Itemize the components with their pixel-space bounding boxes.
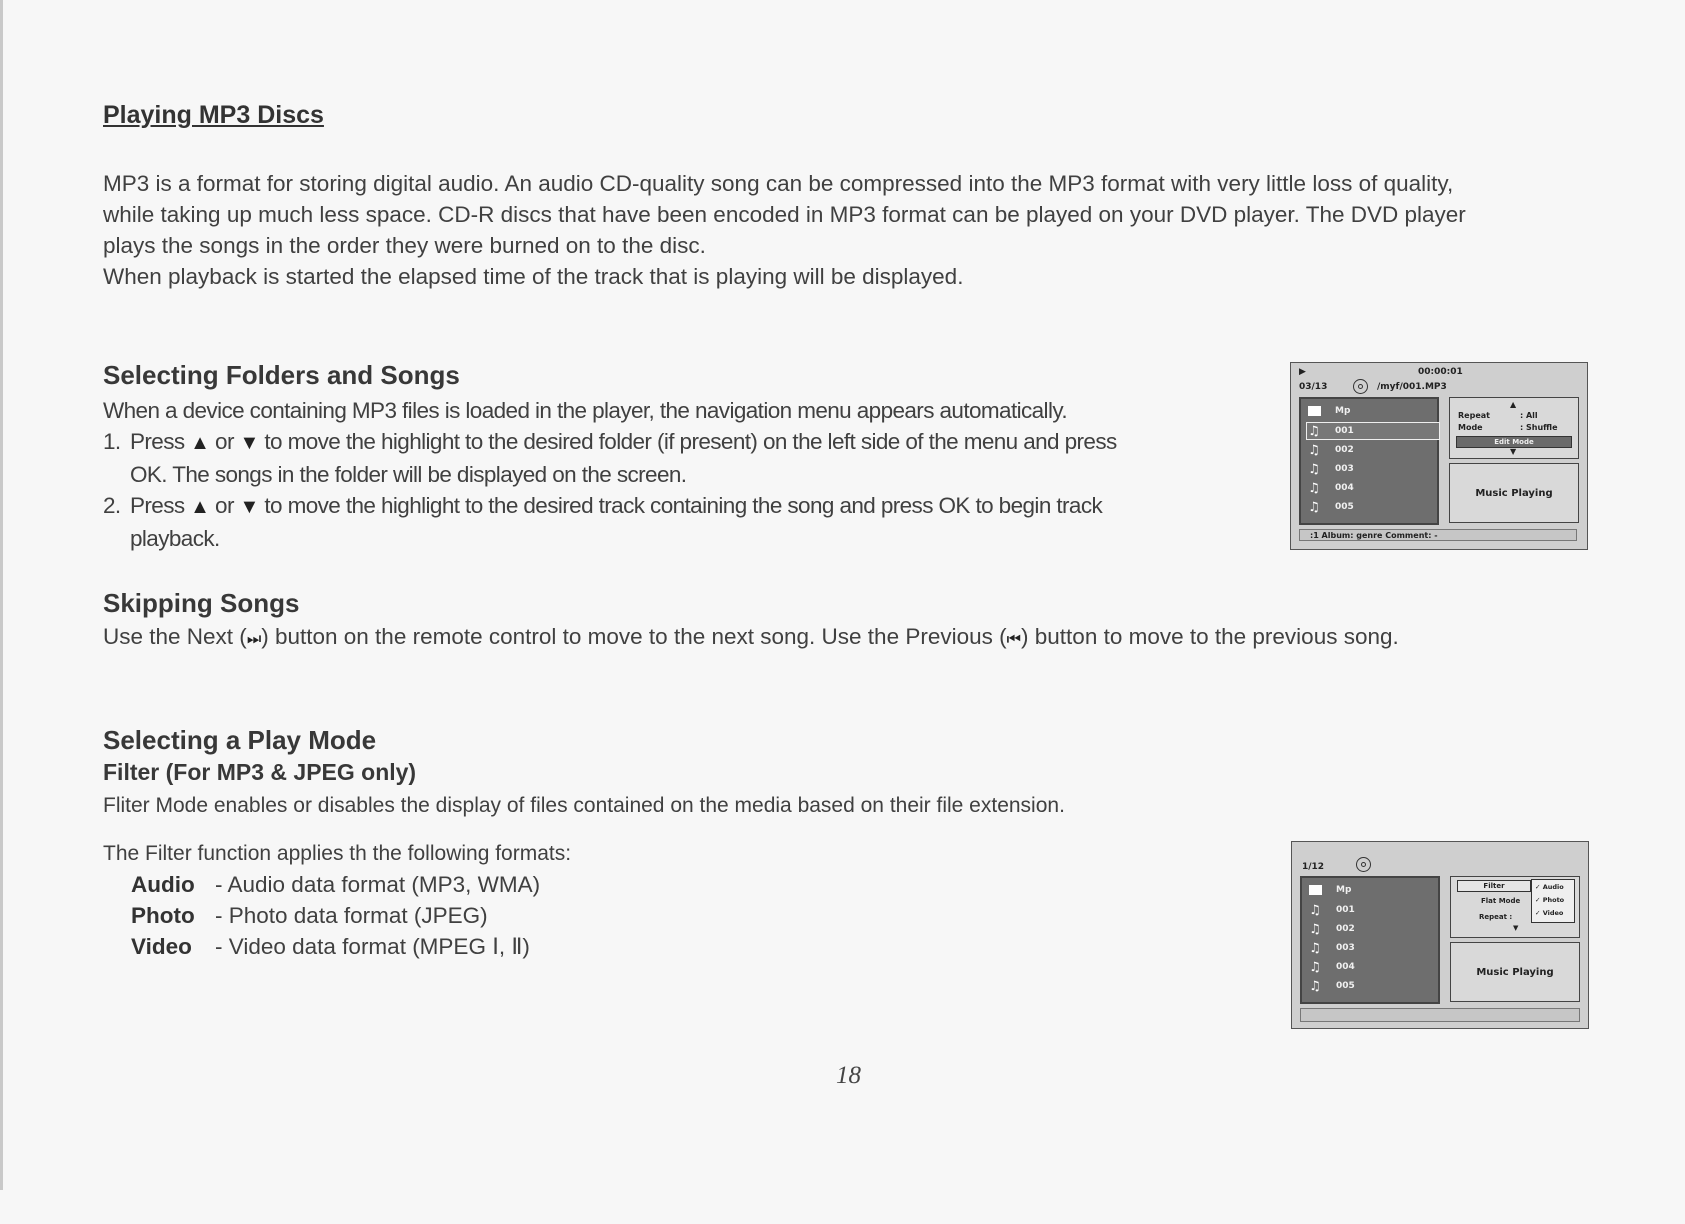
list-item-highlighted bbox=[1307, 423, 1439, 439]
skipping-heading: Skipping Songs bbox=[103, 588, 300, 618]
filter-option-photo: ✓ Photo bbox=[1535, 896, 1565, 904]
step-text-cont: OK. The songs in the folder will be displayed on the screen. bbox=[130, 462, 687, 487]
step-or: or bbox=[215, 429, 234, 454]
down-arrow-icon: ▼ bbox=[239, 432, 259, 454]
filter-option-audio: ✓ Audio bbox=[1535, 883, 1564, 891]
previous-track-icon: ⏮ bbox=[1006, 631, 1022, 648]
selecting-heading: Selecting Folders and Songs bbox=[103, 360, 460, 390]
format-key: Audio bbox=[131, 872, 195, 897]
item-label: 001 bbox=[1335, 426, 1354, 436]
item-label: 005 bbox=[1336, 981, 1355, 991]
intro-line: plays the songs in the order they were burned on to the disc. bbox=[103, 233, 706, 258]
format-row bbox=[131, 900, 540, 931]
file-list-panel bbox=[1300, 876, 1440, 1004]
intro-line: When playback is started the elapsed time of the track that is playing will be displayed. bbox=[103, 264, 964, 289]
step-number: 2. bbox=[103, 493, 121, 518]
step-item bbox=[103, 490, 1203, 554]
disc-icon bbox=[1356, 857, 1371, 872]
down-arrow-icon: ▼ bbox=[239, 496, 259, 518]
up-arrow-icon: ▲ bbox=[1510, 400, 1517, 409]
list-item bbox=[1308, 940, 1440, 956]
step-or: or bbox=[215, 493, 234, 518]
music-note-icon: ♫ bbox=[1309, 940, 1321, 956]
repeat-label: Repeat bbox=[1458, 411, 1490, 420]
format-value: - Audio data format (MP3, WMA) bbox=[215, 872, 541, 897]
list-item bbox=[1307, 461, 1439, 477]
up-arrow-icon: ▲ bbox=[190, 496, 210, 518]
up-arrow-icon: ▲ bbox=[190, 432, 210, 454]
track-count: 1/12 bbox=[1302, 862, 1325, 872]
music-note-icon: ♫ bbox=[1309, 921, 1321, 937]
filter-mode-label: Flat Mode bbox=[1481, 897, 1521, 905]
step-press: Press bbox=[130, 429, 185, 454]
item-label: 003 bbox=[1336, 943, 1355, 953]
item-label: 001 bbox=[1336, 905, 1355, 915]
filter-description: Fliter Mode enables or disables the display of files contained on the media based on their file extension. bbox=[103, 794, 1065, 817]
skipping-text bbox=[103, 621, 1663, 655]
navigation-menu-screen bbox=[1290, 362, 1588, 550]
filter-panel bbox=[1450, 876, 1580, 938]
music-note-icon: ♫ bbox=[1309, 959, 1321, 975]
music-note-icon: ♫ bbox=[1308, 480, 1320, 496]
repeat-value: : All bbox=[1520, 411, 1538, 420]
item-label: 005 bbox=[1335, 502, 1354, 512]
list-item bbox=[1308, 921, 1440, 937]
music-note-icon: ♫ bbox=[1308, 423, 1320, 439]
edit-mode-bar: Edit Mode bbox=[1456, 436, 1572, 448]
format-row bbox=[131, 869, 540, 900]
step-text: to move the highlight to the desired track containing the song and press OK to begin track bbox=[264, 493, 1103, 518]
file-list-panel bbox=[1299, 397, 1439, 525]
list-item bbox=[1307, 403, 1439, 419]
down-arrow-icon: ▼ bbox=[1510, 447, 1517, 456]
step-item bbox=[103, 426, 1203, 490]
item-label: 003 bbox=[1335, 464, 1354, 474]
list-item bbox=[1307, 442, 1439, 458]
formats-list bbox=[131, 869, 540, 962]
list-item bbox=[1308, 882, 1440, 898]
track-count: 03/13 bbox=[1299, 382, 1328, 392]
mode-value: : Shuffle bbox=[1520, 423, 1558, 432]
list-item bbox=[1307, 499, 1439, 515]
music-playing-panel: Music Playing bbox=[1449, 463, 1579, 523]
music-playing-panel: Music Playing bbox=[1450, 942, 1580, 1002]
music-note-icon: ♫ bbox=[1309, 902, 1321, 918]
filter-subheading: Filter (For MP3 & JPEG only) bbox=[103, 759, 417, 785]
filter-menu-screen bbox=[1291, 841, 1589, 1029]
format-key: Video bbox=[131, 934, 192, 959]
formats-lead: The Filter function applies th the following formats: bbox=[103, 842, 572, 865]
item-label: Mp bbox=[1335, 406, 1351, 416]
status-bar bbox=[1300, 1008, 1580, 1022]
music-note-icon: ♫ bbox=[1308, 461, 1320, 477]
item-label: 002 bbox=[1335, 445, 1354, 455]
item-label: 004 bbox=[1335, 483, 1354, 493]
file-path: /myf/001.MP3 bbox=[1377, 382, 1447, 392]
next-track-icon: ⏭ bbox=[246, 631, 262, 648]
play-icon: ▶ bbox=[1299, 367, 1306, 377]
page-title: Playing MP3 Discs bbox=[103, 101, 324, 129]
music-note-icon: ♫ bbox=[1308, 442, 1320, 458]
repeat-label: Repeat : bbox=[1479, 913, 1513, 921]
music-note-icon: ♫ bbox=[1309, 978, 1321, 994]
intro-paragraph bbox=[103, 168, 1583, 292]
item-label: 002 bbox=[1336, 924, 1355, 934]
status-bar: :1 Album: genre Comment: - bbox=[1299, 529, 1577, 541]
step-press: Press bbox=[130, 493, 185, 518]
mode-label: Mode bbox=[1458, 423, 1483, 432]
disc-icon bbox=[1353, 379, 1368, 394]
step-number: 1. bbox=[103, 429, 121, 454]
down-arrow-icon: ▼ bbox=[1513, 924, 1519, 932]
skipping-text-part: ) button to move to the previous song. bbox=[1021, 624, 1399, 649]
steps-list bbox=[103, 426, 1203, 554]
mode-panel bbox=[1449, 397, 1579, 459]
format-value: - Photo data format (JPEG) bbox=[215, 903, 488, 928]
page-edge bbox=[0, 0, 3, 1190]
item-label: Mp bbox=[1336, 885, 1352, 895]
page-number: 18 bbox=[836, 1062, 861, 1089]
format-row bbox=[131, 931, 540, 962]
list-item bbox=[1308, 978, 1440, 994]
folder-icon bbox=[1308, 406, 1321, 416]
list-item bbox=[1307, 480, 1439, 496]
elapsed-time: 00:00:01 bbox=[1418, 367, 1463, 377]
selecting-section bbox=[103, 395, 1203, 554]
folder-icon bbox=[1309, 885, 1322, 895]
filter-option-video: ✓ Video bbox=[1535, 909, 1564, 917]
item-label: 004 bbox=[1336, 962, 1355, 972]
filter-label: Filter bbox=[1457, 880, 1531, 892]
skipping-text-part: ) button on the remote control to move to the next song. Use the Previous ( bbox=[261, 624, 1007, 649]
intro-line: MP3 is a format for storing digital audio. An audio CD-quality song can be compressed into the MP3 format with very little loss of quality, bbox=[103, 171, 1454, 196]
skipping-text-part: Use the Next ( bbox=[103, 624, 247, 649]
step-text: to move the highlight to the desired folder (if present) on the left side of the menu and press bbox=[264, 429, 1117, 454]
list-item bbox=[1308, 959, 1440, 975]
selecting-lead: When a device containing MP3 files is loaded in the player, the navigation menu appears automatically. bbox=[103, 398, 1067, 423]
playmode-heading: Selecting a Play Mode bbox=[103, 725, 377, 755]
music-note-icon: ♫ bbox=[1308, 499, 1320, 515]
format-key: Photo bbox=[131, 903, 195, 928]
filter-options-box bbox=[1531, 879, 1575, 923]
list-item bbox=[1308, 902, 1440, 918]
step-text-cont: playback. bbox=[130, 526, 220, 551]
intro-line: while taking up much less space. CD-R discs that have been encoded in MP3 format can be played on your DVD player. The DVD player bbox=[103, 202, 1466, 227]
format-value: - Video data format (MPEG Ⅰ, Ⅱ) bbox=[215, 934, 530, 959]
